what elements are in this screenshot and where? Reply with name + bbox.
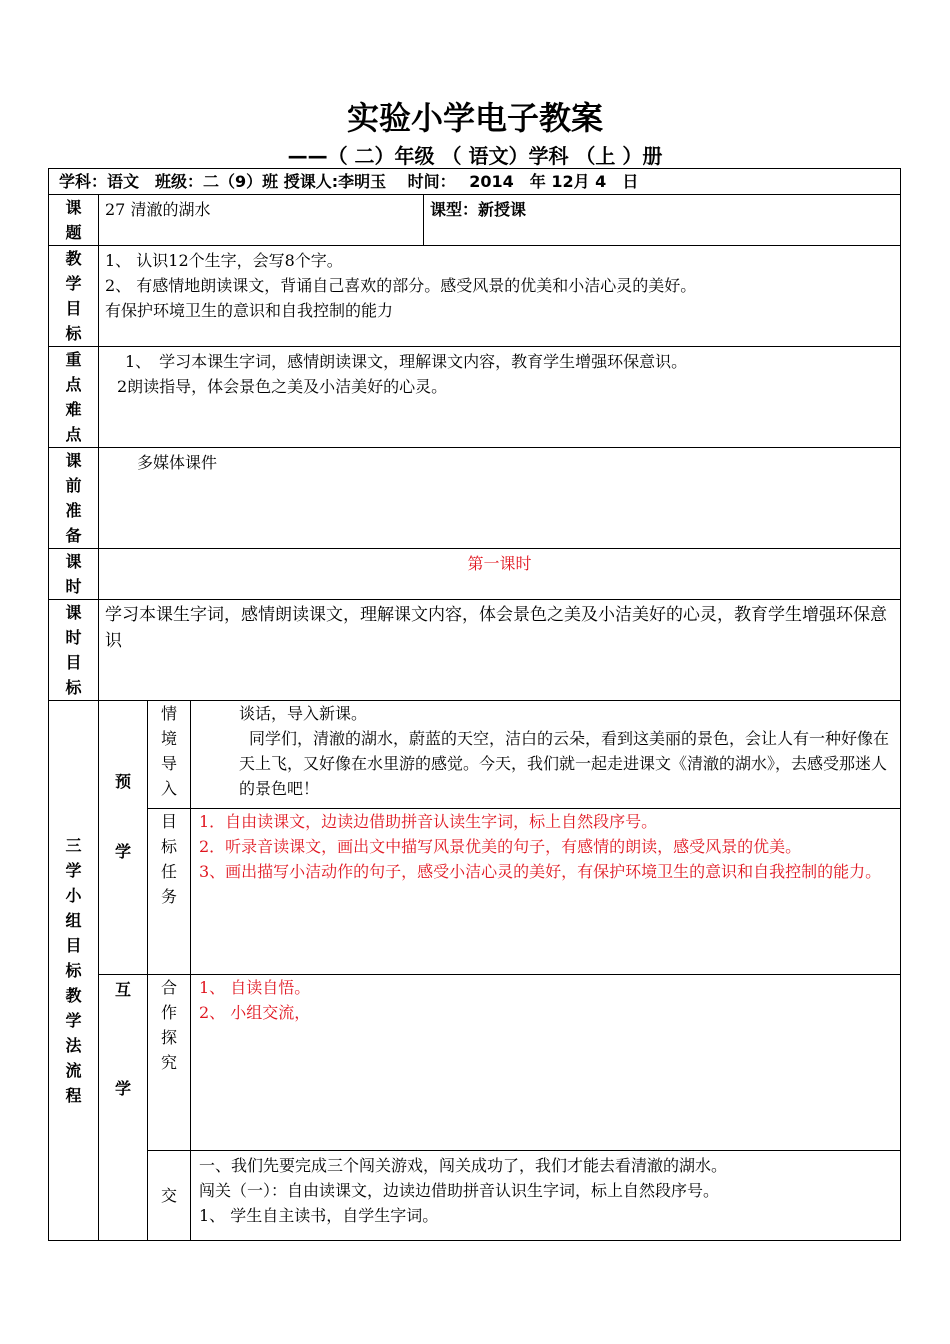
goals-content: [99, 246, 901, 347]
goals-row: [49, 246, 901, 347]
keypoints-label: 重 点 难 点: [49, 347, 99, 448]
flow-side-label: 三 学 小 组 目 标 教 学 法 流 程: [49, 701, 99, 1241]
keypoints-row: [49, 347, 901, 448]
exchange-line: 1、 学生自主读书，自学生字词。: [199, 1206, 439, 1225]
cooperation-content: [191, 975, 901, 1151]
lesson-plan-table: [48, 168, 901, 1241]
task-line: 2．听录音读课文，画出文中描写风景优美的句子，有感情的朗读，感受风景的优美。: [199, 837, 802, 856]
flow-cooperation-row: [49, 975, 901, 1151]
situation-body: 同学们，清澈的湖水，蔚蓝的天空，洁白的云朵，看到这美丽的景色，会让人有一种好像在天上飞，又好像在水里游的感觉。今天，我们就一起走进课文《清澈的湖水》，去感受那迷人的景色吧！: [239, 729, 890, 798]
cooperation-line: 2、 小组交流，: [199, 1003, 311, 1022]
keypoints-content: [99, 347, 901, 448]
info-row: [49, 169, 901, 195]
prep-content: 多媒体课件: [99, 448, 901, 549]
exchange-content: [191, 1151, 901, 1241]
period-label: 课 时: [49, 549, 99, 600]
cooperation-line: 1、 自读自悟。: [199, 978, 311, 997]
period-row: [49, 549, 901, 600]
keypoint-line: 2朗读指导，体会景色之美及小洁美好的心灵。: [117, 377, 448, 396]
situation-content: [191, 701, 901, 809]
topic-row: [49, 195, 901, 246]
page-title: 实验小学电子教案: [346, 99, 603, 137]
exchange-line: 闯关（一）：自由读课文，边读边借助拼音认识生字词，标上自然段序号。: [199, 1181, 720, 1200]
situation-intro: 谈话，导入新课。: [239, 704, 368, 723]
mutual-study-label: 互 学: [99, 975, 148, 1241]
goal-line: 1、 认识12个生字，会写8个字。: [105, 251, 343, 270]
pre-study-label: 预 学: [99, 701, 148, 975]
tasks-label: 目 标 任 务: [148, 809, 191, 975]
goal-line: 有保护环境卫生的意识和自我控制的能力: [105, 301, 394, 320]
page-subtitle: ——（ 二）年级 （ 语文）学科 （上 ）册: [287, 144, 663, 168]
topic-value: 27 清澈的湖水: [99, 195, 424, 246]
prep-row: [49, 448, 901, 549]
topic-label: 课 题: [49, 195, 99, 246]
flow-situation-row: [49, 701, 901, 809]
flow-tasks-row: [49, 809, 901, 975]
exchange-label: 交: [148, 1151, 191, 1241]
tasks-content: [191, 809, 901, 975]
prep-label: 课 前 准 备: [49, 448, 99, 549]
exchange-line: 一、我们先要完成三个闯关游戏，闯关成功了，我们才能去看清澈的湖水。: [199, 1156, 728, 1175]
period-goal-row: [49, 600, 901, 701]
task-line: 3、画出描写小洁动作的句子，感受小洁心灵的美好，有保护环境卫生的意识和自我控制的能力。: [199, 862, 882, 881]
lesson-type: 课型：新授课: [424, 195, 901, 246]
keypoint-line: 1、 学习本课生字词，感情朗读课文，理解课文内容，教育学生增强环保意识。: [125, 352, 688, 371]
info-line: 学科：语文 班级：二（9）班 授课人:李明玉 时间： 2014 年 12月 4 日: [49, 169, 901, 195]
situation-label: 情 境 导 入: [148, 701, 191, 809]
goals-label: 教 学 目 标: [49, 246, 99, 347]
cooperation-label: 合 作 探 究: [148, 975, 191, 1151]
period-goal-content: 学习本课生字词，感情朗读课文，理解课文内容，体会景色之美及小洁美好的心灵，教育学生增强环保意识: [99, 600, 901, 701]
goal-line: 2、 有感情地朗读课文，背诵自己喜欢的部分。感受风景的优美和小洁心灵的美好。: [105, 276, 697, 295]
period-value: 第一课时: [99, 549, 901, 600]
flow-exchange-row: [49, 1151, 901, 1241]
task-line: 1．自由读课文，边读边借助拼音认读生字词，标上自然段序号。: [199, 812, 658, 831]
period-goal-label: 课 时 目 标: [49, 600, 99, 701]
